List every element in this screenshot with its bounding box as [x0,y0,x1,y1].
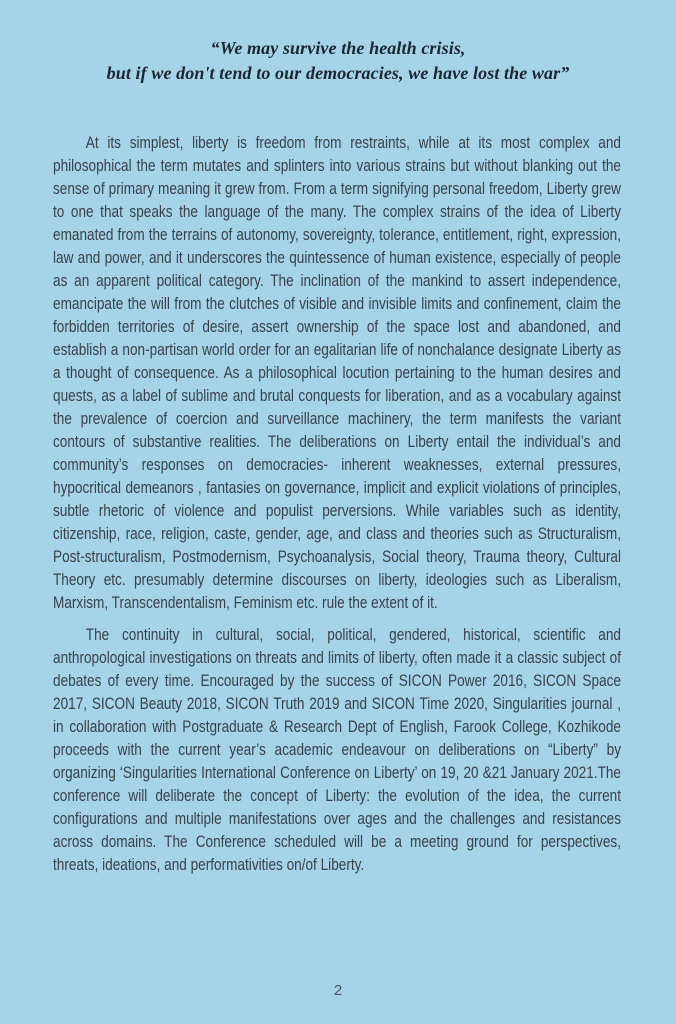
epigraph-line-2: but if we don't tend to our democracies, we have lost the war” [106,63,570,83]
paragraph-liberty-concept: At its simplest, liberty is freedom from restraints, while at its most complex and philosophical the term mutates and splinters into various strains but without blanking out the sense of primary meaning it grew from. From a term signifying personal freedom, Liberty grew to one that speaks the language of the many. The complex strains of the idea of Liberty emanated from the terrains of autonomy, sovereignty, tolerance, entitlement, right, expression, law and power, and it underscores the quintessence of human existence, especially of people as an apparent political category. The inclination of the mankind to assert independence, emancipate the will from the clutches of visible and invisible limits and confinement, claim the forbidden territories of desire, assert ownership of the space lost and abandoned, and establish a non-partisan world order for an egalitarian life of nonchalance designate Liberty as a thought of consequence. As a philosophical locution pertaining to the human desires and quests, as a label of sublime and brutal conquests for liberation, and as a vocabulary against the prevalence of coercion and surveillance machinery, the term manifests the variant contours of substantive realities. The deliberations on Liberty entail the individual’s and community’s responses on democracies- inherent weaknesses, external pressures, hypocritical demeanors , fantasies on governance, implicit and explicit violations of principles, subtle rhetoric of violence and populist perversions. While variables such as identity, citizenship, race, religion, caste, gender, age, and class and theories such as Structuralism, Post-structuralism, Postmodernism, Psychoanalysis, Social theory, Trauma theory, Cultural Theory etc. presumably determine discourses on liberty, ideologies such as Liberalism, Marxism, Transcendentalism, Feminism etc. rule the extent of it. [53,133,622,612]
page-number: 2 [333,982,343,999]
epigraph-line-1: “We may survive the health crisis, [210,38,466,58]
epigraph-quote [0,36,676,86]
paragraph-conference-announcement: The continuity in cultural, social, political, gendered, historical, scientific and anthropological investigations on threats and limits of liberty, often made it a classic subject of debates of every time. Encouraged by the success of SICON Power 2016, SICON Space 2017, SICON Beauty 2018, SICON Truth 2019 and SICON Time 2020, Singularities journal , in collaboration with Postgraduate & Research Dept of English, Farook College, Kozhikode proceeds with the current year’s academic endeavour on deliberations on “Liberty” by organizing ‘Singularities International Conference on Liberty’ on 19, 20 &21 January 2021.The conference will deliberate the concept of Liberty: the evolution of the idea, the current configurations and multiple manifestations over ages and the challenges and resistances across domains. The Conference scheduled will be a meeting ground for perspectives, threats, ideations, and performativities on/of Liberty. [53,625,622,874]
body-text [53,131,621,885]
